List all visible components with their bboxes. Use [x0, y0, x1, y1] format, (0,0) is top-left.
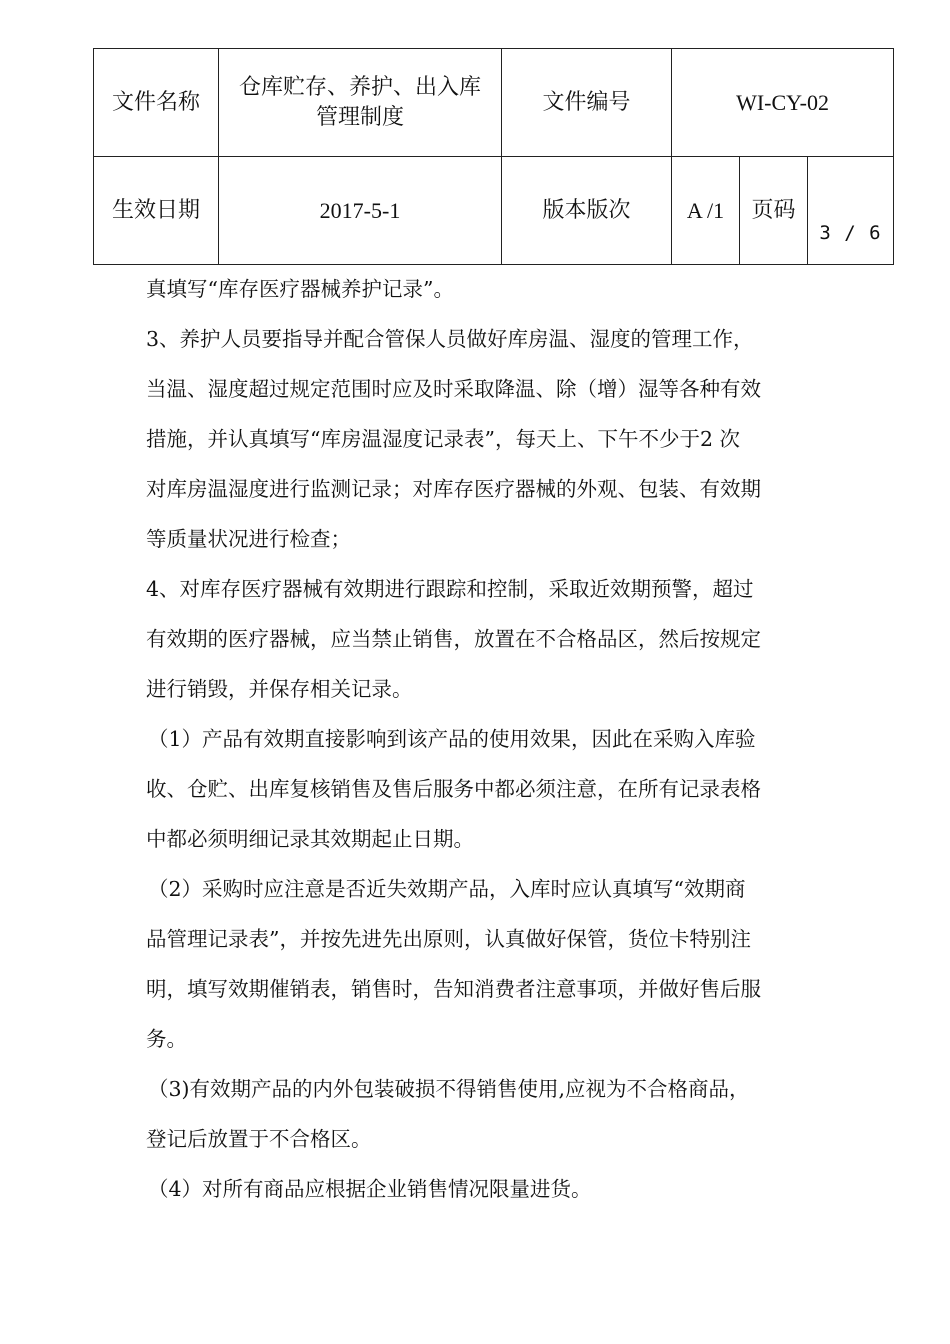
body-line: （1）产品有效期直接影响到该产品的使用效果，因此在采购入库验 [148, 727, 756, 751]
document-body [146, 264, 826, 1214]
effective-date-label: 生效日期 [94, 157, 219, 265]
file-name-value-line1: 仓库贮存、养护、出入库 [238, 74, 481, 100]
body-line: （3)有效期产品的内外包装破损不得销售使用,应视为不合格商品， [148, 1077, 750, 1101]
body-line: （2）采购时应注意是否近失效期产品，入库时应认真填写“效期商 [148, 877, 746, 901]
file-name-label: 文件名称 [94, 49, 219, 157]
body-line: 明，填写效期催销表，销售时，告知消费者注意事项，并做好售后服 [146, 977, 761, 1001]
document-header-table [93, 48, 894, 265]
body-line: 进行销毁，并保存相关记录。 [146, 677, 413, 701]
body-line: 3、养护人员要指导并配合管保人员做好库房温、湿度的管理工作， [146, 327, 754, 351]
file-name-value-line2: 管理制度 [315, 104, 404, 130]
file-number-value: WI-CY-02 [672, 49, 894, 157]
body-line: 真填写“库存医疗器械养护记录”。 [146, 277, 454, 301]
file-name-value [219, 49, 502, 157]
file-number-label: 文件编号 [502, 49, 672, 157]
body-line: 当温、湿度超过规定范围时应及时采取降温、除（增）湿等各种有效 [146, 377, 761, 401]
page-number-value: 3 / 6 [819, 222, 882, 244]
body-line: 品管理记录表”，并按先进先出原则，认真做好保管，货位卡特别注 [146, 927, 751, 951]
body-line: 对库房温湿度进行监测记录；对库存医疗器械的外观、包装、有效期 [146, 477, 761, 501]
body-line: 收、仓贮、出库复核销售及售后服务中都必须注意，在所有记录表格 [146, 777, 761, 801]
body-line: 4、对库存医疗器械有效期进行跟踪和控制，采取近效期预警，超过 [146, 577, 754, 601]
body-line: （4）对所有商品应根据企业销售情况限量进货。 [148, 1177, 592, 1201]
body-line: 等质量状况进行检查； [146, 527, 351, 551]
page-number-cell [808, 157, 894, 265]
body-line: 有效期的医疗器械，应当禁止销售，放置在不合格品区，然后按规定 [146, 627, 761, 651]
body-line: 措施，并认真填写“库房温湿度记录表”，每天上、下午不少于2 次 [146, 427, 741, 451]
body-line: 登记后放置于不合格区。 [146, 1127, 372, 1151]
body-line: 务。 [146, 1027, 187, 1051]
body-line: 中都必须明细记录其效期起止日期。 [146, 827, 474, 851]
version-value: A /1 [672, 157, 740, 265]
page-label: 页码 [740, 157, 808, 265]
effective-date-value: 2017-5-1 [219, 157, 502, 265]
version-label: 版本版次 [502, 157, 672, 265]
